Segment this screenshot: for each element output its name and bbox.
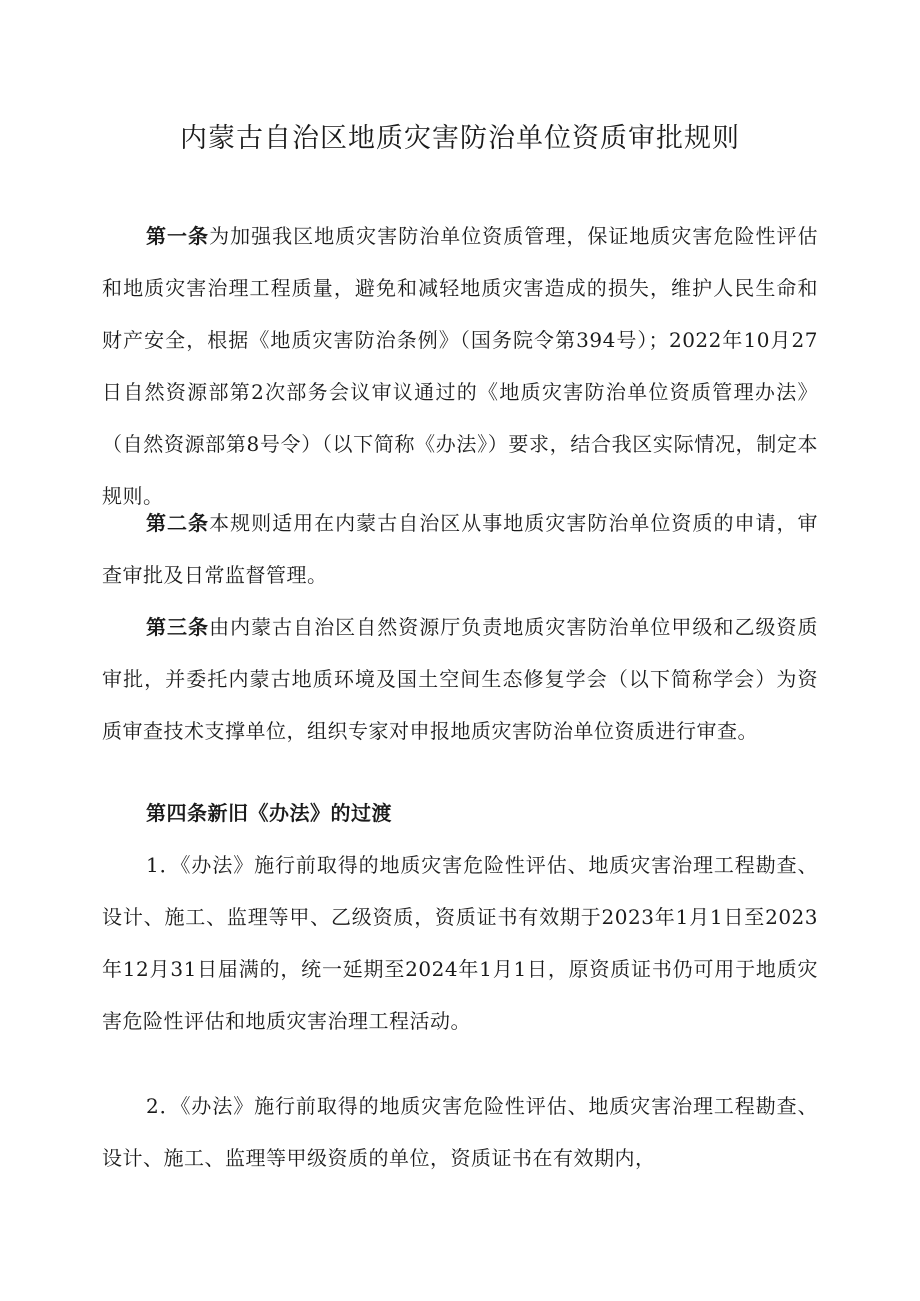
- article-1-heading: 第一条: [146, 224, 210, 248]
- article-3-heading: 第三条: [146, 615, 210, 639]
- article-1: [102, 210, 818, 522]
- article-2-heading: 第二条: [146, 511, 210, 535]
- article-4-item-1: 1．《办法》施行前取得的地质灾害危险性评估、地质灾害治理工程勘查、设计、施工、监理等甲、乙级资质，资质证书有效期于2023年1月1日至2023年12月31日届满的，统一延期至2024年1月1日，原资质证书仍可用于地质灾害危险性评估和地质灾害治理工程活动。: [102, 853, 818, 1033]
- article-3-text: 由内蒙古自治区自然资源厅负责地质灾害防治单位甲级和乙级资质审批，并委托内蒙古地质环境及国土空间生态修复学会（以下简称学会）为资质审查技术支撑单位，组织专家对申报地质灾害防治单位资质进行审查。: [102, 615, 819, 743]
- article-1-text: 为加强我区地质灾害防治单位资质管理，保证地质灾害危险性评估和地质灾害治理工程质量，避免和减轻地质灾害造成的损失，维护人民生命和财产安全，根据《地质灾害防治条例》（国务院令第394号）；2022年10月27日自然资源部第2次部务会议审议通过的《地质灾害防治单位资质管理办法》（自然资源部第8号令）（以下简称《办法》）要求，结合我区实际情况，制定本规则。: [102, 224, 819, 508]
- article-4-item-2: 2．《办法》施行前取得的地质灾害危险性评估、地质灾害治理工程勘查、设计、施工、监理等甲级资质的单位，资质证书在有效期内，: [102, 1094, 818, 1170]
- article-2: [102, 497, 818, 601]
- article-2-text: 本规则适用在内蒙古自治区从事地质灾害防治单位资质的申请，审查审批及日常监督管理。: [102, 511, 819, 587]
- article-4-heading: 第四条新旧《办法》的过渡: [146, 801, 392, 825]
- article-3: [102, 601, 818, 757]
- document-title: 内蒙古自治区地质灾害防治单位资质审批规则: [180, 123, 740, 154]
